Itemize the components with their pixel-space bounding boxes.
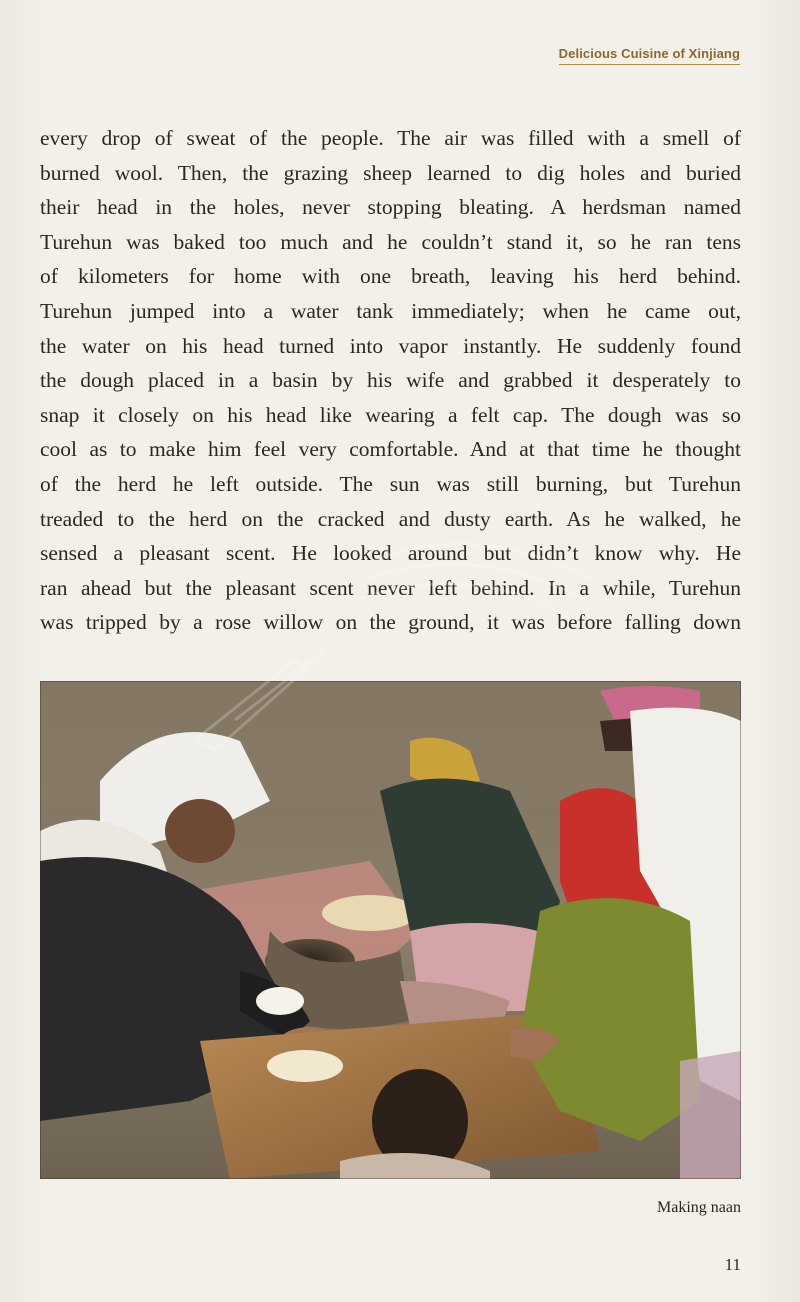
text-line: the dough placed in a basin by his wife and grabbed it desperately to <box>40 368 741 393</box>
text-line: sensed a pleasant scent. He looked around but didn’t know why. He <box>40 541 741 566</box>
text-line: Turehun jumped into a water tank immediately; when he came out, <box>40 298 741 323</box>
text-line: their head in the holes, never stopping bleating. A herdsman named <box>40 195 741 220</box>
photo-making-naan <box>40 681 741 1179</box>
text-line: burned wool. Then, the grazing sheep learned to dig holes and buried <box>40 160 741 185</box>
page-number: 11 <box>724 1255 741 1274</box>
body-paragraph <box>40 121 741 640</box>
text-line: of the herd he left outside. The sun was still burning, but Turehun <box>40 471 741 496</box>
text-line: ran ahead but the pleasant scent never left behind. In a while, Turehun <box>40 575 741 600</box>
text-line: Turehun was baked too much and he couldn’t stand it, so he ran tens <box>40 229 741 254</box>
running-header: Delicious Cuisine of Xinjiang <box>559 46 740 65</box>
text-line: of kilometers for home with one breath, leaving his herd behind. <box>40 264 741 289</box>
text-line: every drop of sweat of the people. The air was filled with a smell of <box>40 126 741 150</box>
text-line: cool as to make him feel very comfortable. And at that time he thought <box>40 437 741 462</box>
figure-caption: Making naan <box>657 1199 741 1216</box>
text-line: snap it closely on his head like wearing a felt cap. The dough was so <box>40 402 741 427</box>
text-line: the water on his head turned into vapor instantly. He suddenly found <box>40 333 741 358</box>
text-line: was tripped by a rose willow on the ground, it was before falling down <box>40 610 741 635</box>
text-line: treaded to the herd on the cracked and dusty earth. As he walked, he <box>40 506 741 531</box>
